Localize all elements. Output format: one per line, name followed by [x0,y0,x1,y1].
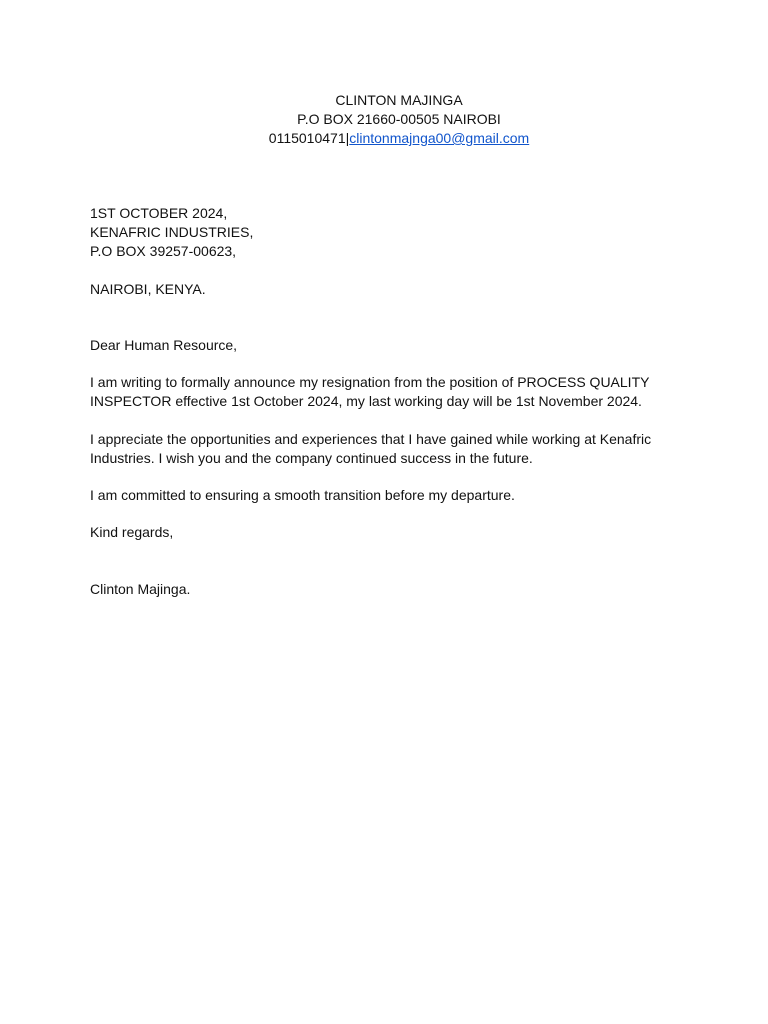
letter-date: 1ST OCTOBER 2024, [90,205,228,221]
recipient-city-block [90,280,670,299]
closing: Kind regards, [90,524,174,540]
recipient-city: NAIROBI, KENYA. [90,281,206,297]
sender-header [0,91,768,148]
sender-contact-line [0,129,768,148]
salutation-block [90,336,670,355]
paragraph-appreciation: I appreciate the opportunities and experiences that I have gained while working at Kenafric Industries. I wish you and the company continued success in the future. [90,431,652,466]
signature: Clinton Majinga. [90,581,191,597]
sender-name: CLINTON MAJINGA [335,92,463,108]
sender-address: P.O BOX 21660-00505 NAIROBI [297,111,501,127]
sender-email-link[interactable]: clintonmajnga00@gmail.com [349,130,530,146]
recipient-block [90,204,670,261]
paragraph-transition: I am committed to ensuring a smooth transition before my departure. [90,487,515,503]
recipient-company: KENAFRIC INDUSTRIES, [90,224,254,240]
salutation: Dear Human Resource, [90,337,238,353]
paragraph-resignation: I am writing to formally announce my resignation from the position of PROCESS QUALITY INSPECTOR effective 1st October 2024, my last working day will be 1st November 2024. [90,374,650,409]
closing-block [90,523,670,542]
recipient-box: P.O BOX 39257-00623, [90,243,237,259]
sender-phone: 0115010471| [268,130,350,146]
signature-block [90,580,670,599]
